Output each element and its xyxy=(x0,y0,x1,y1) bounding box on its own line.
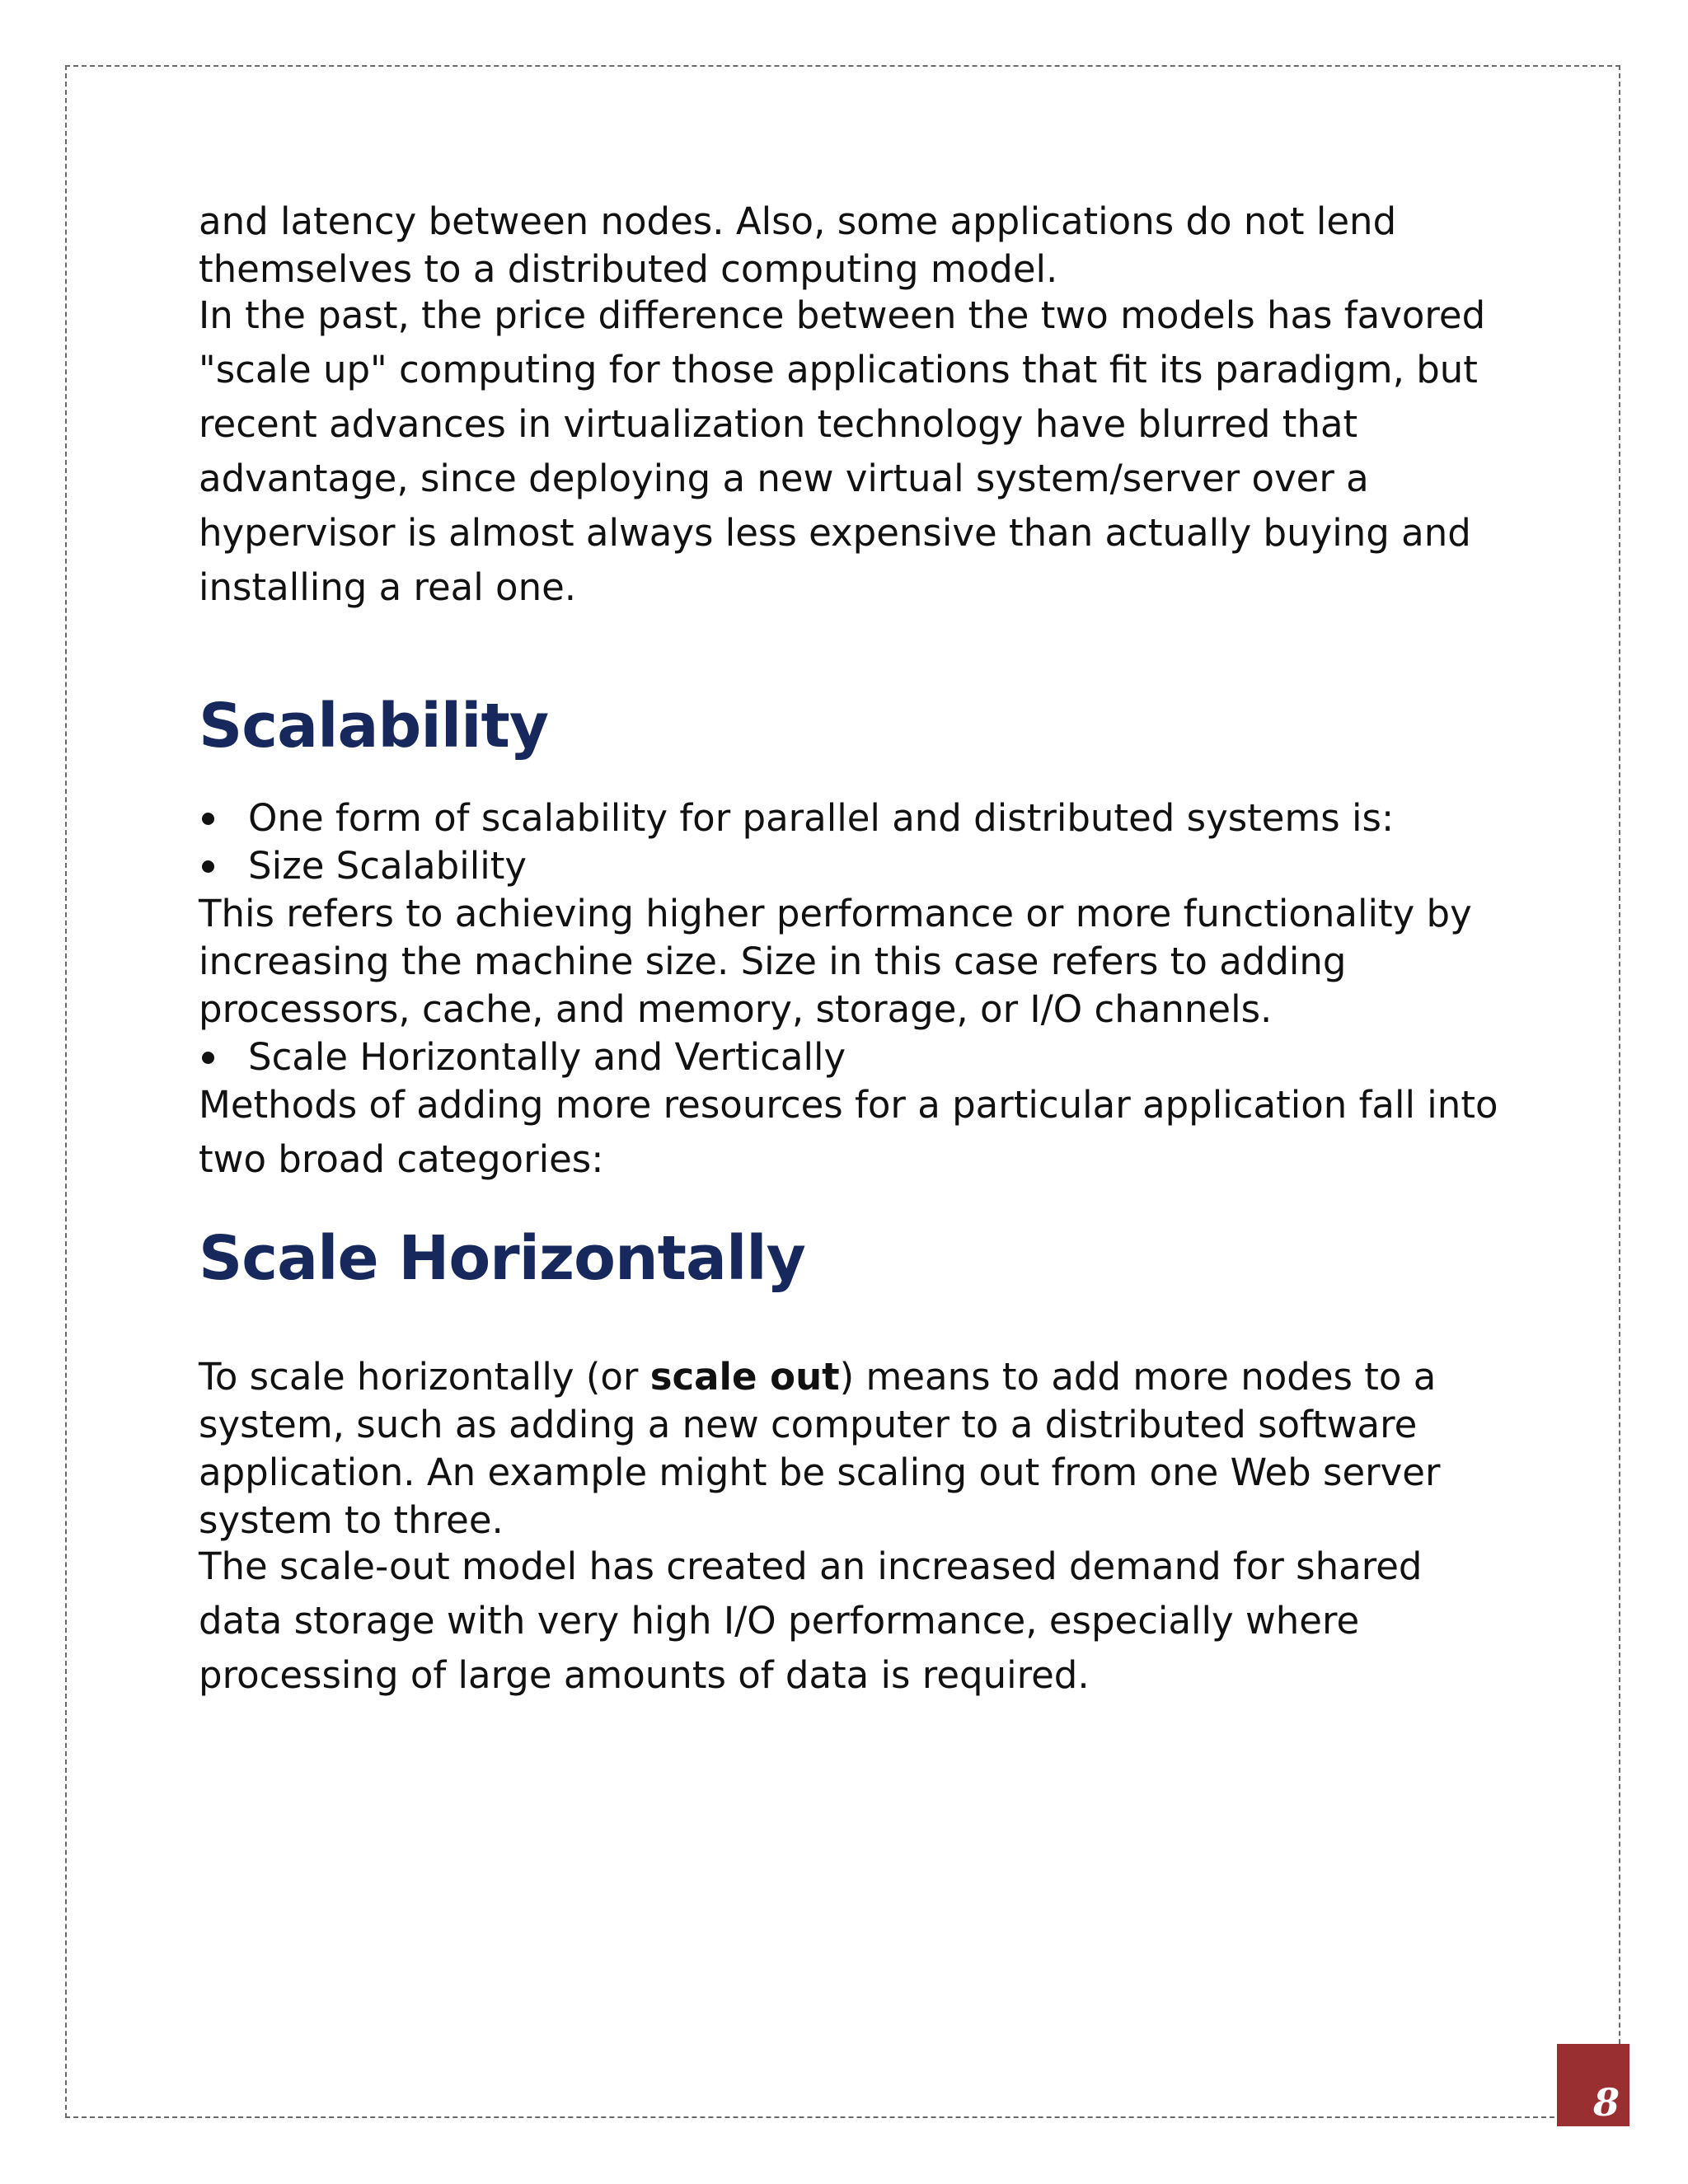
bullet-icon xyxy=(202,860,214,873)
intro-paragraph-continued: and latency between nodes. Also, some applications do not lend themselves to a distributed computing model. xyxy=(199,199,1397,291)
list-item xyxy=(199,842,1501,890)
methods-paragraph: Methods of adding more resources for a particular application fall into two broad categories: xyxy=(199,1083,1498,1181)
bullet-icon xyxy=(202,1052,214,1064)
list-item-text: Size Scalability xyxy=(248,844,527,888)
scale-bullet-list xyxy=(199,1033,1501,1081)
scale-out-model-paragraph: The scale-out model has created an increased demand for shared data storage with very high I/O performance, especially where processing of large amounts of data is required. xyxy=(199,1544,1423,1697)
bullet-icon xyxy=(202,813,214,825)
heading-scale-horizontally: Scale Horizontally xyxy=(199,1223,805,1294)
scale-out-text-end: ) means to add more nodes to a system, such as adding a new computer to a distributed software application. An example might be scaling out from one Web server system to three. xyxy=(199,1355,1441,1542)
heading-scalability: Scalability xyxy=(199,691,549,762)
page-number-badge xyxy=(1557,2044,1629,2126)
page-number: 8 xyxy=(1592,2080,1620,2125)
scale-out-paragraph xyxy=(199,1353,1501,1544)
scalability-bullet-list xyxy=(199,794,1501,890)
scale-out-term: scale out xyxy=(649,1355,840,1399)
intro-paragraph-price: In the past, the price difference between the two models has favored "scale up" computing for those applications that fit its paradigm, but recent advances in virtualization technology have blurred that advantage, since deploying a new virtual system/server over a hypervisor is almost always less expensive than actually buying and installing a real one. xyxy=(199,293,1486,609)
size-scalability-paragraph: This refers to achieving higher performance or more functionality by increasing the machine size. Size in this case refers to adding processors, cache, and memory, storage, or I/O channels. xyxy=(199,892,1472,1031)
list-item xyxy=(199,794,1501,842)
list-item-text: One form of scalability for parallel and distributed systems is: xyxy=(248,796,1395,840)
scale-out-text-start: To scale horizontally (or xyxy=(199,1355,650,1399)
page-content xyxy=(199,198,1501,1703)
list-item-text: Scale Horizontally and Vertically xyxy=(248,1035,846,1079)
list-item xyxy=(199,1033,1501,1081)
